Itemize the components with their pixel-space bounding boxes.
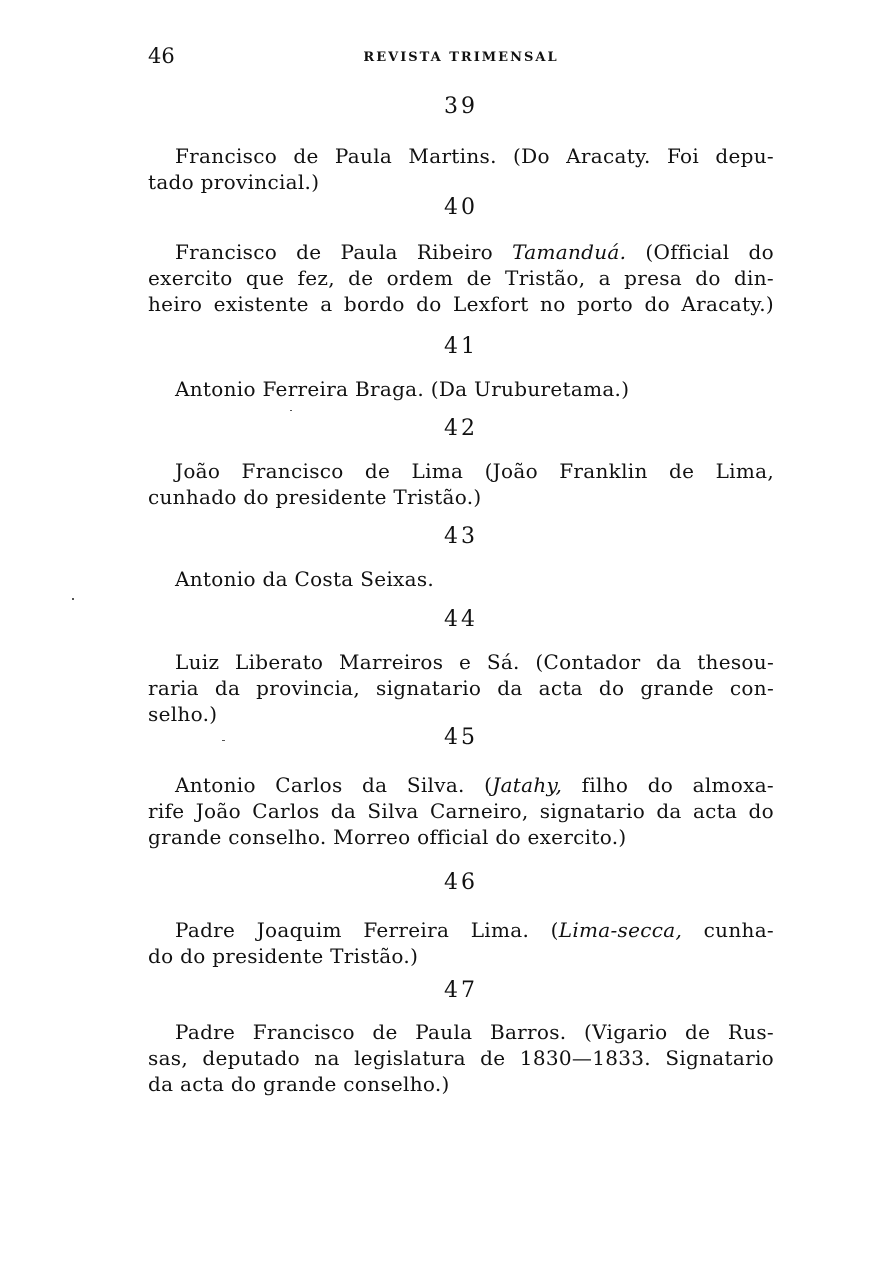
- text-line: heiro existente a bordo do Lexfort no porto do Aracaty.): [148, 292, 774, 316]
- print-speck: [222, 740, 225, 741]
- page-header: [148, 44, 774, 74]
- text-line: sas, deputado na legislatura de 1830—1833. Signatario: [148, 1046, 774, 1070]
- page-number: 46: [148, 44, 175, 68]
- text-line: grande conselho. Morreo official do exercito.): [148, 825, 627, 849]
- text-line: Luiz Liberato Marreiros e Sá. (Contador da thesou-: [175, 650, 774, 674]
- entry-number-42: 42: [444, 416, 478, 441]
- text-line: selho.): [148, 702, 218, 726]
- entry-number-46: 46: [444, 870, 478, 895]
- entry-39-text: [148, 143, 774, 195]
- text-run: Antonio Carlos da Silva. (: [175, 773, 493, 797]
- italic-text: Lima-secca,: [558, 918, 683, 942]
- text-run: (Official do: [626, 240, 774, 264]
- running-title: REVISTA TRIMENSAL: [363, 50, 559, 65]
- entry-44-text: [148, 649, 774, 727]
- text-run: Padre Joaquim Ferreira Lima. (: [175, 918, 559, 942]
- text-line: raria da provincia, signatario da acta do grande con-: [148, 676, 774, 700]
- text-line: Francisco de Paula Martins. (Do Aracaty. Foi depu-: [175, 144, 774, 168]
- entry-number-45: 45: [444, 725, 478, 750]
- print-speck: [72, 598, 74, 600]
- text-line: Antonio Ferreira Braga. (Da Uruburetama.): [175, 377, 630, 401]
- entry-45-text: [148, 772, 774, 850]
- entry-number-41: 41: [444, 334, 478, 359]
- text-line: da acta do grande conselho.): [148, 1072, 450, 1096]
- text-line: João Francisco de Lima (João Franklin de Lima,: [175, 459, 774, 483]
- text-line: exercito que fez, de ordem de Tristão, a presa do din-: [148, 266, 774, 290]
- entry-43-text: [148, 566, 774, 592]
- entry-number-47: 47: [444, 978, 478, 1003]
- entry-number-40: 40: [444, 195, 478, 220]
- entry-number-39: 39: [444, 94, 478, 119]
- text-line: rife João Carlos da Silva Carneiro, signatario da acta do: [148, 799, 774, 823]
- text-line: [148, 239, 774, 265]
- entry-41-text: [148, 376, 774, 402]
- text-line: [148, 917, 774, 943]
- italic-text: Tamanduá.: [512, 240, 627, 264]
- entry-40-text: [148, 239, 774, 317]
- text-line: [148, 772, 774, 798]
- text-line: cunhado do presidente Tristão.): [148, 485, 482, 509]
- text-line: Padre Francisco de Paula Barros. (Vigario de Rus-: [175, 1020, 774, 1044]
- entry-42-text: [148, 458, 774, 510]
- text-run: Francisco de Paula Ribeiro: [175, 240, 513, 264]
- entry-46-text: [148, 917, 774, 969]
- entry-number-43: 43: [444, 524, 478, 549]
- entry-number-44: 44: [444, 607, 478, 632]
- text-line: tado provincial.): [148, 170, 320, 194]
- italic-text: Jatahy,: [492, 773, 563, 797]
- text-line: do do presidente Tristão.): [148, 944, 419, 968]
- entry-47-text: [148, 1019, 774, 1097]
- print-speck: [290, 410, 292, 411]
- text-run: filho do almoxa-: [562, 773, 774, 797]
- text-line: Antonio da Costa Seixas.: [175, 567, 435, 591]
- text-run: cunha-: [682, 918, 774, 942]
